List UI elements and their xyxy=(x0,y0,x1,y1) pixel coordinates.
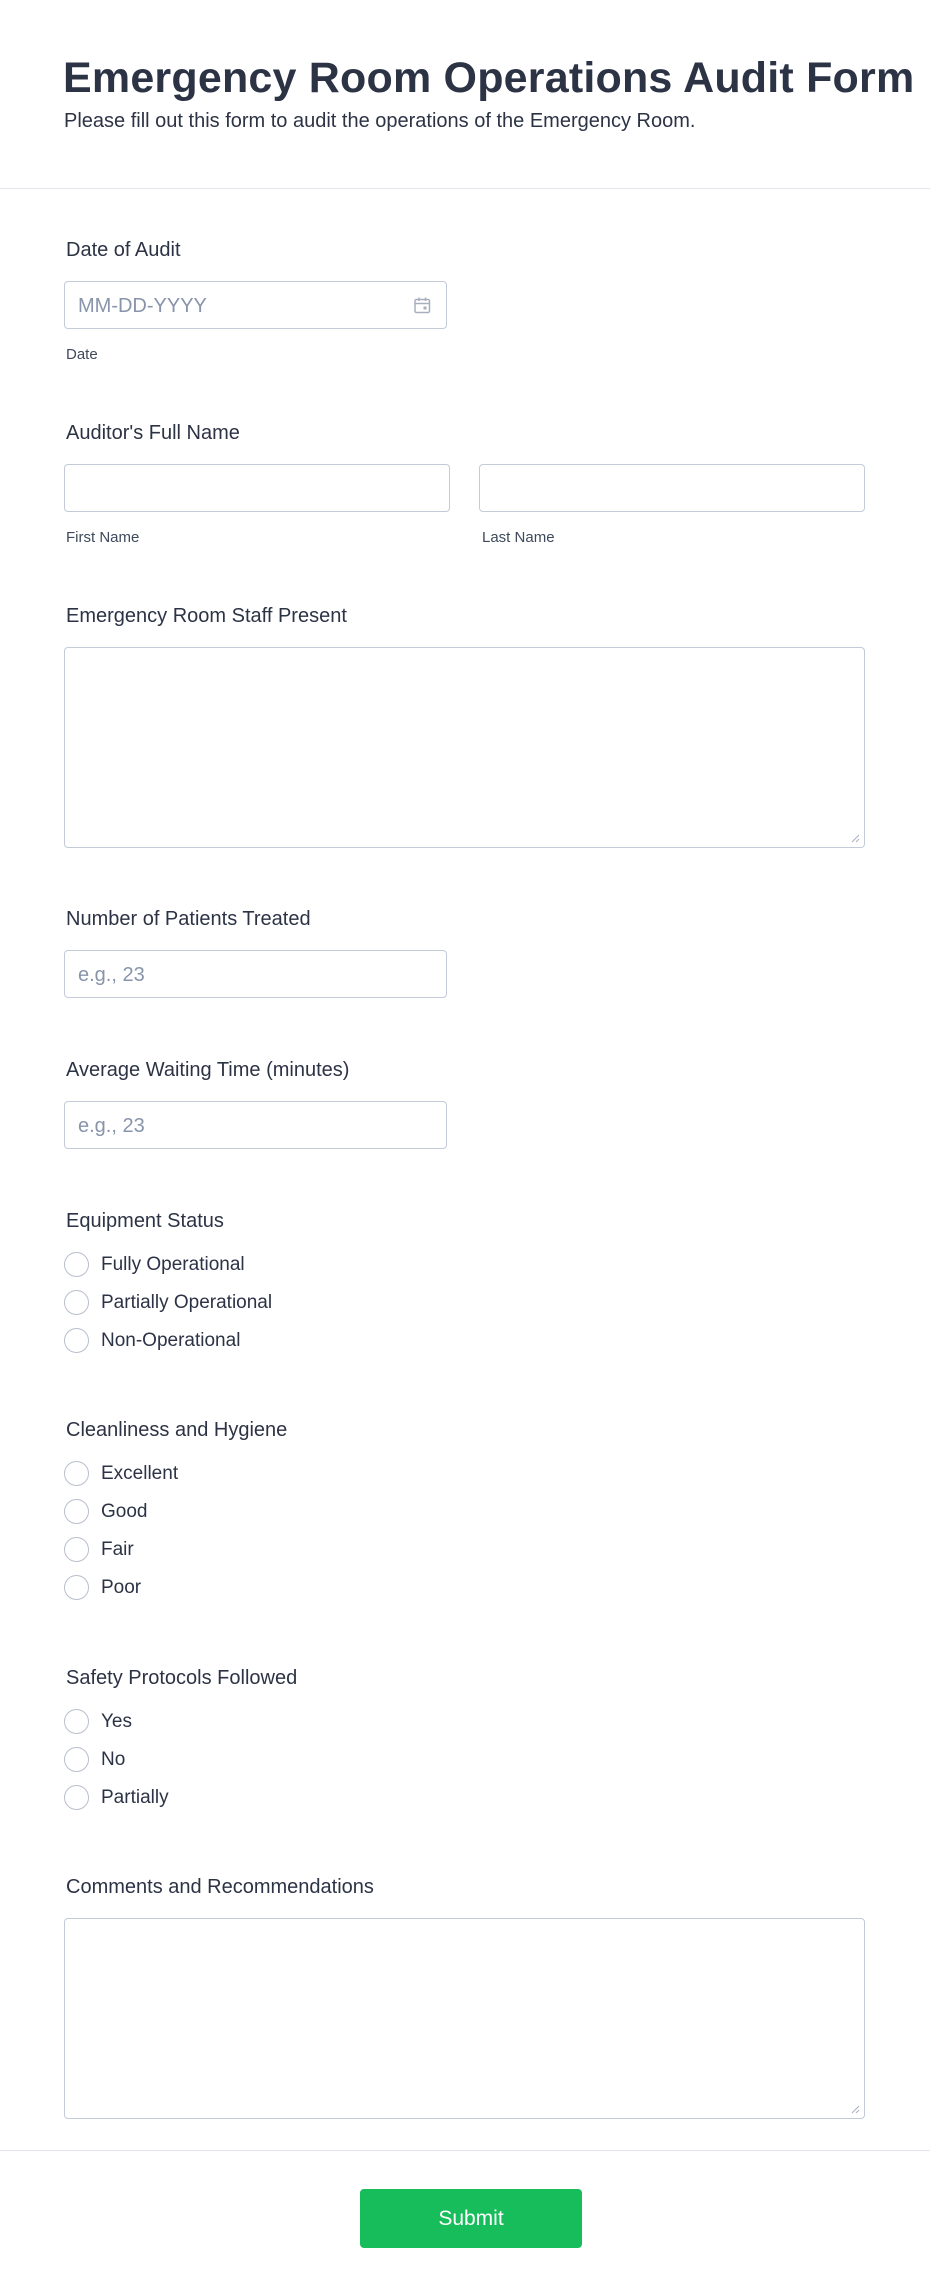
waiting-time-placeholder: e.g., 23 xyxy=(78,1115,145,1137)
radio-label: Fully Operational xyxy=(101,1254,245,1275)
patients-treated-placeholder: e.g., 23 xyxy=(78,964,145,986)
radio-label: Poor xyxy=(101,1577,142,1598)
radio-button[interactable] xyxy=(64,1785,89,1810)
radio-label: Good xyxy=(101,1501,148,1522)
resize-handle-icon[interactable] xyxy=(850,833,860,843)
form-title: Emergency Room Operations Audit Form xyxy=(63,54,915,102)
radio-label: Excellent xyxy=(101,1463,179,1484)
radio-label: No xyxy=(101,1749,126,1770)
radio-button[interactable] xyxy=(64,1499,89,1524)
radio-button[interactable] xyxy=(64,1461,89,1486)
radio-button[interactable] xyxy=(64,1290,89,1315)
patients-treated-label: Number of Patients Treated xyxy=(66,908,311,930)
equipment-status-label: Equipment Status xyxy=(66,1210,224,1232)
last-name-input[interactable] xyxy=(479,464,865,512)
radio-button[interactable] xyxy=(64,1537,89,1562)
radio-label: Fair xyxy=(101,1539,134,1560)
radio-label: Partially xyxy=(101,1787,169,1808)
comments-textarea[interactable] xyxy=(64,1918,865,2119)
calendar-icon[interactable] xyxy=(413,296,432,315)
safety-protocols-label: Safety Protocols Followed xyxy=(66,1667,298,1689)
radio-label: Non-Operational xyxy=(101,1330,241,1351)
form-subtitle: Please fill out this form to audit the operations of the Emergency Room. xyxy=(64,110,696,132)
patients-treated-input[interactable] xyxy=(64,950,447,998)
staff-present-textarea[interactable] xyxy=(64,647,865,848)
form-footer xyxy=(0,2150,930,2295)
last-name-sublabel: Last Name xyxy=(482,529,555,546)
staff-present-label: Emergency Room Staff Present xyxy=(66,605,347,627)
resize-handle-icon[interactable] xyxy=(850,2104,860,2114)
waiting-time-label: Average Waiting Time (minutes) xyxy=(66,1059,350,1081)
first-name-sublabel: First Name xyxy=(66,529,140,546)
first-name-input[interactable] xyxy=(64,464,450,512)
date-placeholder: MM-DD-YYYY xyxy=(78,295,207,317)
auditor-name-label: Auditor's Full Name xyxy=(66,422,240,444)
radio-button[interactable] xyxy=(64,1575,89,1600)
date-of-audit-input[interactable] xyxy=(64,281,447,329)
cleanliness-label: Cleanliness and Hygiene xyxy=(66,1419,288,1441)
radio-label: Yes xyxy=(101,1711,132,1732)
radio-label: Partially Operational xyxy=(101,1292,273,1313)
radio-button[interactable] xyxy=(64,1252,89,1277)
comments-label: Comments and Recommendations xyxy=(66,1876,374,1898)
submit-button[interactable]: Submit xyxy=(360,2189,582,2248)
radio-button[interactable] xyxy=(64,1709,89,1734)
waiting-time-input[interactable] xyxy=(64,1101,447,1149)
date-sublabel: Date xyxy=(66,346,98,363)
date-of-audit-label: Date of Audit xyxy=(66,239,181,261)
radio-button[interactable] xyxy=(64,1328,89,1353)
radio-button[interactable] xyxy=(64,1747,89,1772)
form-header xyxy=(0,0,930,189)
